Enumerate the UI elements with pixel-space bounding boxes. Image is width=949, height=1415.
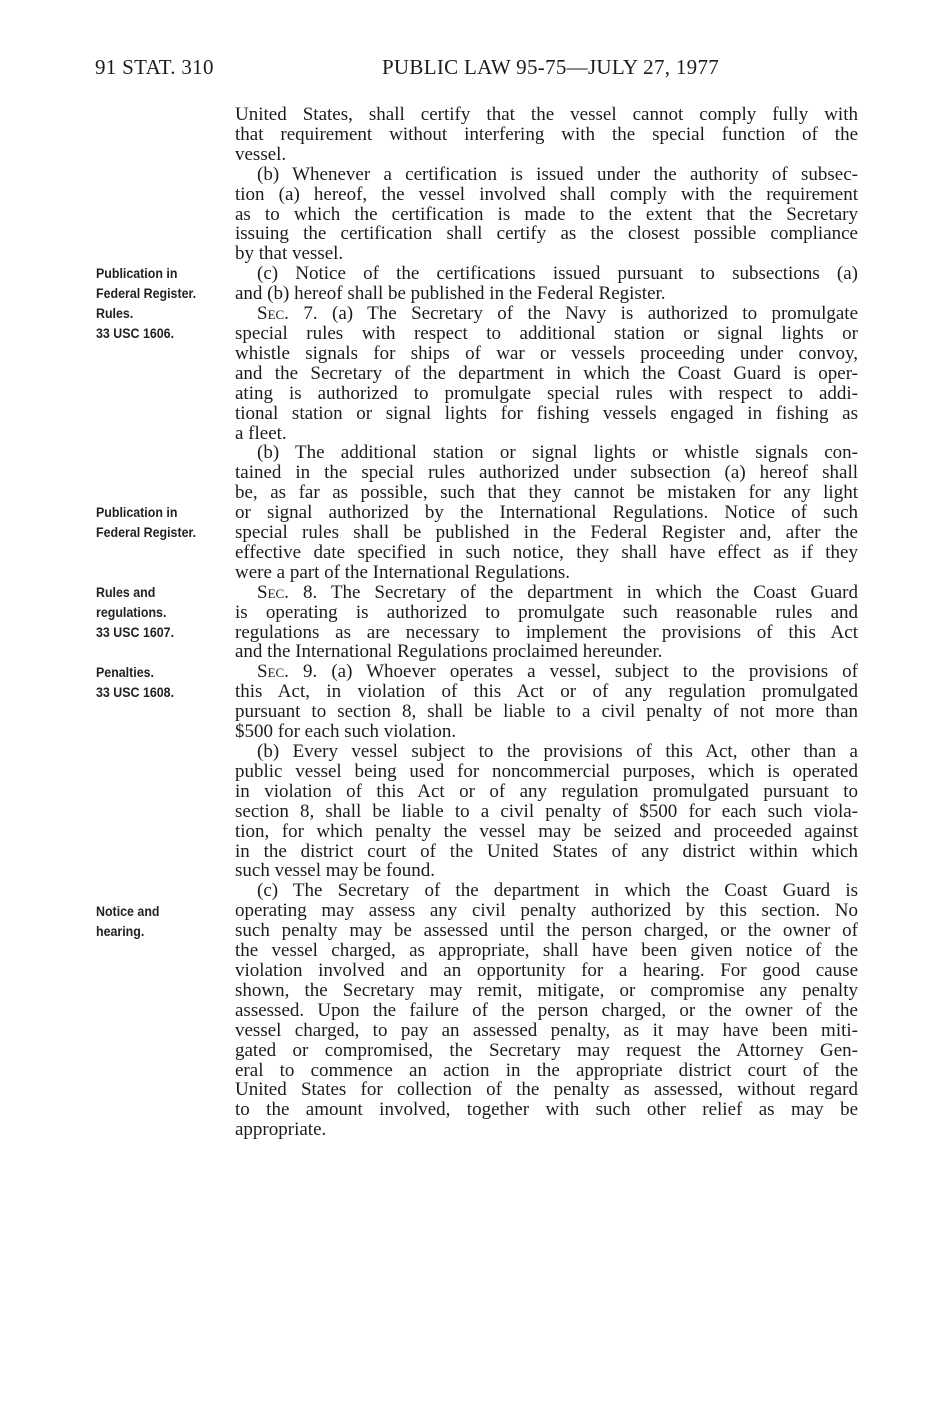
text-line [235, 264, 858, 284]
text-line [235, 284, 858, 304]
line-text: is operating is authorized to promulgate such reasonable rules and [235, 601, 858, 623]
line-text: or signal authorized by the International Regulations. Notice of such [235, 502, 858, 524]
line-text: effective date specified in such notice, they shall have effect as if they [235, 541, 858, 563]
line-text: by that vessel. [235, 243, 344, 265]
text-line [235, 1080, 858, 1100]
text-line [235, 105, 858, 125]
line-text: in the district court of the United States of any district within which [235, 840, 858, 862]
text-line [235, 344, 858, 364]
line-text: and the International Regulations proclaimed hereunder. [235, 641, 663, 663]
text-line [235, 782, 858, 802]
line-text: were a part of the International Regulations. [235, 561, 571, 583]
margin-note: Notice and [96, 903, 160, 919]
line-text: vessel. [235, 143, 287, 165]
line-text: tional station or signal lights for fishing vessels engaged in fishing as [235, 402, 858, 424]
line-text: regulations as are necessary to implement the provisions of this Act [235, 621, 858, 643]
line-text: (c) Notice of the certifications issued pursuant to subsections (a) [257, 263, 858, 285]
text-line [235, 961, 858, 981]
text-line [235, 1061, 858, 1081]
line-text: such vessel may be found. [235, 860, 435, 882]
line-text: violation involved and an opportunity for a hearing. For good cause [235, 959, 858, 981]
text-line [235, 682, 858, 702]
text-line [235, 603, 858, 623]
text-line [235, 205, 858, 225]
line-text: 7. (a) The Secretary of the Navy is authorized to promulgate [288, 303, 858, 325]
text-line [235, 364, 858, 384]
text-line [235, 483, 858, 503]
text-line [235, 463, 858, 483]
text-line [235, 424, 858, 444]
margin-note: 33 USC 1606. [96, 326, 175, 342]
text-line [235, 722, 858, 742]
text-line [235, 165, 858, 185]
text-line [235, 145, 858, 165]
line-text: assessed. Upon the failure of the person charged, or the owner of the [235, 999, 858, 1021]
line-text: to the amount involved, together with such other relief as may be [235, 1099, 858, 1121]
text-line [235, 881, 858, 901]
text-line [235, 1041, 858, 1061]
line-text: special rules with respect to additional station or signal lights or [235, 322, 858, 344]
text-line [235, 861, 858, 881]
text-line [235, 1100, 858, 1120]
margin-note: Rules. [96, 306, 134, 322]
text-line [235, 802, 858, 822]
text-line [235, 842, 858, 862]
line-text: tion, for which penalty the vessel may be seized and proceeded against [235, 820, 858, 842]
line-text: eral to commence an action in the appropriate district court of the [235, 1059, 858, 1081]
text-line [235, 185, 858, 205]
line-text: public vessel being used for noncommercial purposes, which is operated [235, 760, 858, 782]
text-line [235, 304, 858, 324]
line-text: $500 for each such violation. [235, 721, 457, 743]
text-line [235, 1021, 858, 1041]
line-text: United States for collection of the penalty as assessed, without regard [235, 1079, 858, 1101]
text-line [235, 981, 858, 1001]
section-label: Sec. [257, 661, 289, 683]
text-line [235, 503, 858, 523]
page-stat-citation: 91 STAT. 310 [95, 55, 214, 79]
text-line [235, 244, 858, 264]
margin-note: Publication in [96, 266, 178, 282]
line-text: in violation of this Act or of any regulation promulgated pursuant to [235, 780, 858, 802]
text-line [235, 742, 858, 762]
text-line [235, 543, 858, 563]
line-text: (b) The additional station or signal lights or whistle signals con- [257, 442, 858, 464]
text-line [235, 125, 858, 145]
body-text [235, 105, 858, 1140]
line-text: issuing the certification shall certify as the closest possible compliance [235, 223, 858, 245]
line-text: section 8, shall be liable to a civil penalty of $500 for each such viola- [235, 800, 858, 822]
line-text: that requirement without interfering with the special function of the [235, 123, 858, 145]
line-text: tion (a) hereof, the vessel involved shall comply with the requirement [235, 183, 858, 205]
line-text: United States, shall certify that the vessel cannot comply fully with [235, 104, 858, 125]
text-line [235, 583, 858, 603]
text-line [235, 443, 858, 463]
line-text: and (b) hereof shall be published in the Federal Register. [235, 283, 666, 305]
line-text: a fleet. [235, 422, 287, 444]
text-line [235, 642, 858, 662]
line-text: the vessel charged, as appropriate, shall have been given notice of the [235, 940, 858, 962]
line-text: 8. The Secretary of the department in which the Coast Guard [288, 581, 858, 603]
line-text: (b) Whenever a certification is issued under the authority of subsec- [257, 163, 858, 185]
margin-note: Federal Register. [96, 525, 197, 541]
running-header-title: PUBLIC LAW 95-75—JULY 27, 1977 [381, 55, 720, 79]
margin-note: 33 USC 1608. [96, 684, 175, 700]
line-text: pursuant to section 8, shall be liable to a civil penalty of not more than [235, 701, 858, 723]
text-line [235, 822, 858, 842]
line-text: 9. (a) Whoever operates a vessel, subject to the provisions of [288, 661, 858, 683]
margin-note: regulations. [96, 605, 167, 620]
line-text: as to which the certification is made to the extent that the Secretary [235, 203, 858, 225]
text-line [235, 224, 858, 244]
text-line [235, 324, 858, 344]
line-text: shown, the Secretary may remit, mitigate, or compromise any penalty [235, 979, 858, 1001]
text-line [235, 523, 858, 543]
line-text: operating may assess any civil penalty authorized by this section. No [235, 900, 858, 922]
section-label: Sec. [257, 303, 289, 325]
line-text: this Act, in violation of this Act or of any regulation promulgated [235, 681, 858, 703]
line-text: such penalty may be assessed until the person charged, or the owner of [235, 920, 858, 942]
line-text: appropriate. [235, 1119, 327, 1141]
section-label: Sec. [257, 581, 289, 603]
line-text: (c) The Secretary of the department in which the Coast Guard is [257, 880, 858, 902]
line-text: special rules shall be published in the Federal Register and, after the [235, 522, 858, 544]
line-text: whistle signals for ships of war or vessels proceeding under convoy, [235, 342, 858, 364]
margin-note: Penalties. [96, 664, 154, 680]
text-line [235, 702, 858, 722]
margin-note: Publication in [96, 505, 178, 521]
text-line [235, 1120, 858, 1140]
margin-note: 33 USC 1607. [96, 624, 175, 640]
text-line [235, 921, 858, 941]
line-text: (b) Every vessel subject to the provisions of this Act, other than a [257, 741, 858, 762]
line-text: tained in the special rules authorized under subsection (a) hereof shall [235, 462, 858, 484]
line-text: gated or compromised, the Secretary may request the Attorney Gen- [235, 1039, 858, 1061]
text-line [235, 1001, 858, 1021]
text-line [235, 384, 858, 404]
line-text: be, as far as possible, such that they cannot be mistaken for any light [235, 482, 858, 504]
line-text: ating is authorized to promulgate special rules with respect to addi- [235, 382, 858, 404]
text-line [235, 404, 858, 424]
text-line [235, 662, 858, 682]
text-line [235, 563, 858, 583]
margin-note: Rules and [96, 585, 156, 601]
text-line [235, 941, 858, 961]
text-line [235, 623, 858, 643]
text-line [235, 901, 858, 921]
margin-note: hearing. [96, 923, 145, 939]
line-text: and the Secretary of the department in which the Coast Guard is oper- [235, 362, 858, 384]
text-line [235, 762, 858, 782]
line-text: vessel charged, to pay an assessed penalty, as it may have been miti- [235, 1019, 858, 1041]
margin-note: Federal Register. [96, 286, 197, 302]
